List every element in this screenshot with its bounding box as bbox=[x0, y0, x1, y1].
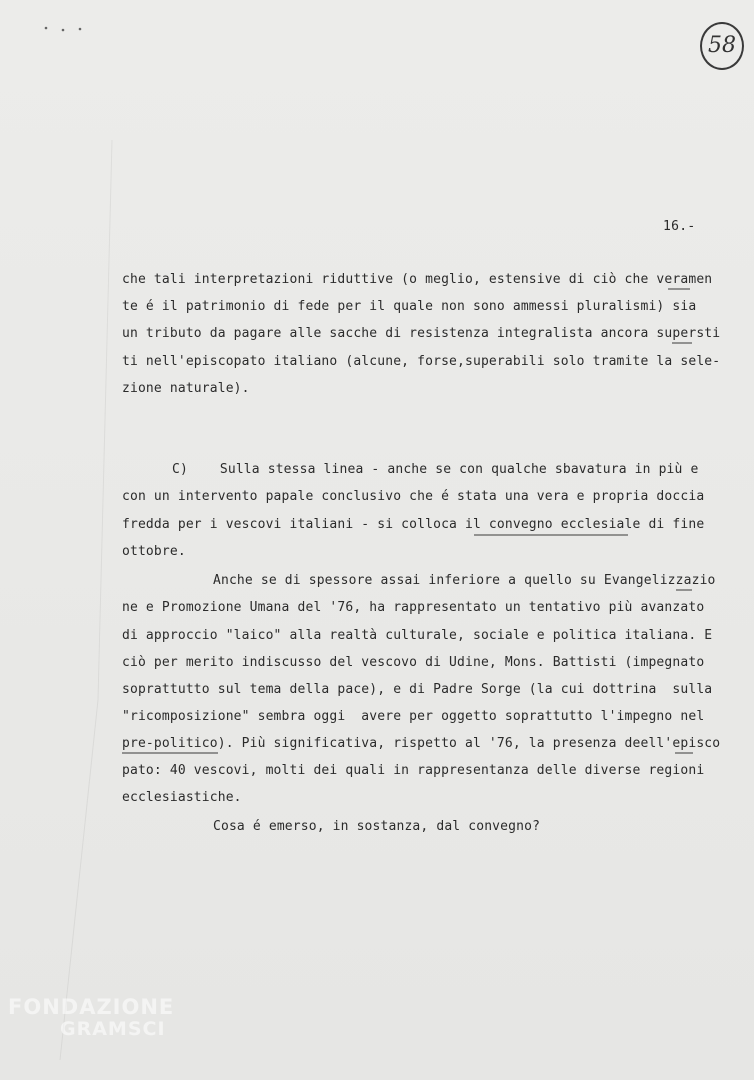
watermark-line-2: GRAMSCI bbox=[60, 1018, 166, 1040]
text-line: "ricomposizione" sembra oggi avere per oggetto soprattutto l'impegno nel bbox=[122, 709, 705, 724]
archive-stamp-number: 58 bbox=[700, 22, 744, 70]
text-line: Cosa é emerso, in sostanza, dal convegno? bbox=[213, 819, 541, 834]
text-line: ti nell'episcopato italiano (alcune, forse,superabili solo tramite la sele- bbox=[122, 354, 721, 369]
text-line: Anche se di spessore assai inferiore a quello su Evangelizzazio bbox=[213, 573, 716, 588]
text-line: te é il patrimonio di fede per il quale non sono ammessi pluralismi) sia bbox=[122, 299, 697, 314]
page-number: 16.- bbox=[663, 219, 696, 234]
text-line: C) Sulla stessa linea - anche se con qualche sbavatura in più e bbox=[172, 462, 699, 477]
text-line: ottobre. bbox=[122, 544, 186, 559]
watermark-line-1: FONDAZIONE bbox=[8, 995, 175, 1019]
text-line: fredda per i vescovi italiani - si colloca il convegno ecclesiale di fine bbox=[122, 517, 705, 532]
text-line: pato: 40 vescovi, molti dei quali in rappresentanza delle diverse regioni bbox=[122, 763, 705, 778]
text-line: ciò per merito indiscusso del vescovo di Udine, Mons. Battisti (impegnato bbox=[122, 655, 705, 670]
text-line: con un intervento papale conclusivo che é stata una vera e propria doccia bbox=[122, 489, 705, 504]
text-line: che tali interpretazioni riduttive (o meglio, estensive di ciò che veramen bbox=[122, 272, 713, 287]
foundation-watermark bbox=[8, 996, 174, 1040]
text-line: ne e Promozione Umana del '76, ha rappresentato un tentativo più avanzato bbox=[122, 600, 705, 615]
text-line: ecclesiastiche. bbox=[122, 790, 242, 805]
text-line: zione naturale). bbox=[122, 381, 250, 396]
text-line: un tributo da pagare alle sacche di resistenza integralista ancora supersti bbox=[122, 326, 721, 341]
text-line: di approccio "laico" alla realtà culturale, sociale e politica italiana. E bbox=[122, 628, 713, 643]
text-line: soprattutto sul tema della pace), e di Padre Sorge (la cui dottrina sulla bbox=[122, 682, 713, 697]
text-line: pre-politico). Più significativa, rispetto al '76, la presenza deell'episco bbox=[122, 736, 721, 751]
